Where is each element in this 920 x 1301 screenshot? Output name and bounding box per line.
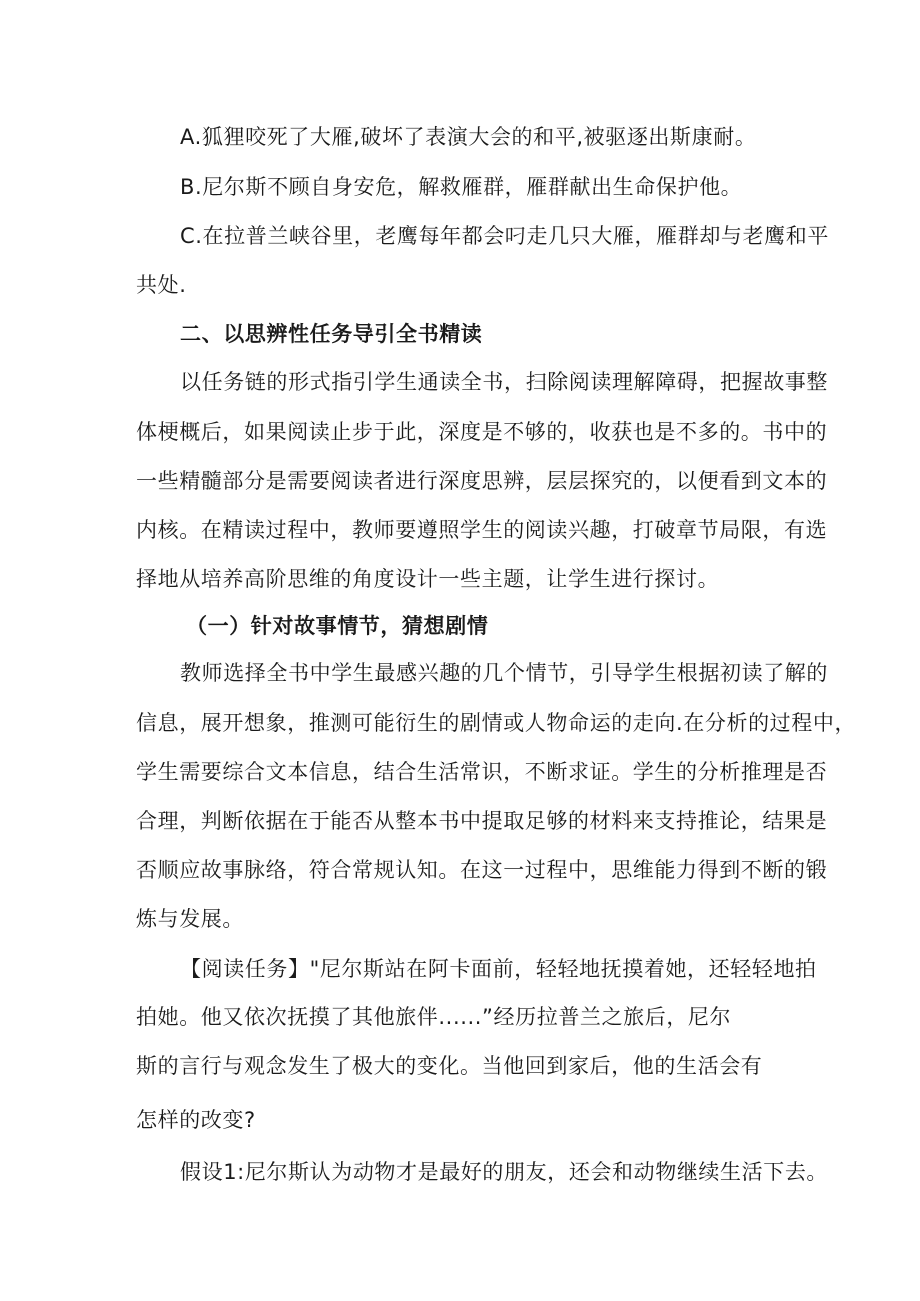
subsection-1-paragraph-line: 炼与发展。	[136, 907, 244, 931]
section-2-paragraph-line: 体梗概后，如果阅读止步于此，深度是不够的，收获也是不多的。书中的	[136, 420, 828, 444]
subsection-1-paragraph-line: 教师选择全书中学生最感兴趣的几个情节，引导学生根据初读了解的	[180, 661, 828, 685]
section-2-heading: 二、以思辨性任务导引全书精读	[180, 322, 483, 346]
hypothesis-1: 假设1:尼尔斯认为动物才是最好的朋友，还会和动物继续生活下去。	[180, 1160, 829, 1184]
section-2-paragraph-line: 内核。在精读过程中，教师要遵照学生的阅读兴趣，打破章节局限，有选	[136, 518, 828, 542]
subsection-1-paragraph-line: 合理，判断依据在于能否从整本书中提取足够的材料来支持推论，结果是	[136, 809, 828, 833]
section-2-paragraph-line: 择地从培养高阶思维的角度设计一些主题，让学生进行探讨。	[136, 567, 720, 591]
option-a: A.狐狸咬死了大雁,破坏了表演大会的和平,被驱逐出斯康耐。	[180, 125, 757, 149]
reading-task-line: 怎样的改变?	[136, 1108, 256, 1132]
reading-task-line: 【阅读任务】"尼尔斯站在阿卡面前，轻轻地抚摸着她，还轻轻地拍	[180, 957, 817, 981]
reading-task-line: 斯的言行与观念发生了极大的变化。当他回到家后，他的生活会有	[136, 1054, 763, 1078]
section-2-paragraph-line: 以任务链的形式指引学生通读全书，扫除阅读理解障碍，把握故事整	[180, 370, 828, 394]
section-2-paragraph-line: 一些精髓部分是需要阅读者进行深度思辨，层层探究的，以便看到文本的	[136, 469, 828, 493]
option-b: B.尼尔斯不顾自身安危，解救雁群，雁群献出生命保护他。	[180, 175, 743, 199]
reading-task-line: 拍她。他又依次抚摸了其他旅伴......”经历拉普兰之旅后，尼尔	[136, 1005, 732, 1029]
option-c-line-2: 共处.	[136, 273, 187, 297]
option-c-line-1: C.在拉普兰峡谷里，老鹰每年都会叼走几只大雁，雁群却与老鹰和平	[180, 224, 829, 248]
subsection-1-paragraph-line: 信息，展开想象，推测可能衍生的剧情或人物命运的走向.在分析的过程中，	[136, 711, 857, 735]
subsection-1-paragraph-line: 否顺应故事脉络，符合常规认知。在这一过程中，思维能力得到不断的锻	[136, 858, 828, 882]
subsection-1-paragraph-line: 学生需要综合文本信息，结合生活常识，不断求证。学生的分析推理是否	[136, 760, 828, 784]
subsection-1-heading: （一）针对故事情节，猜想剧情	[186, 614, 489, 638]
